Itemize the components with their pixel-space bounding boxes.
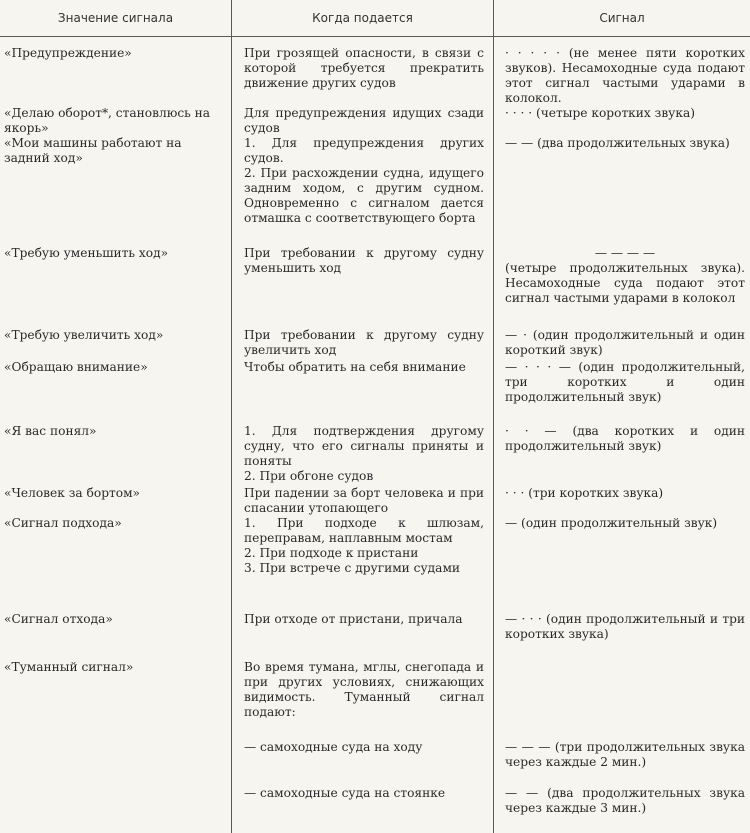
- row-signal: — · (один продолжительный и один короткий звук): [505, 328, 745, 357]
- header-rule: [0, 36, 750, 37]
- row-when: [244, 360, 484, 375]
- row-signal: — — — (три продолжительных звука через каждые 2 мин.): [505, 740, 745, 769]
- header-meaning: Значение сигнала: [57, 11, 174, 25]
- column-divider-1: [231, 0, 232, 833]
- row-when: [244, 328, 484, 358]
- row-signal: · · — (два коротких и один продолжительный звук): [505, 424, 745, 453]
- when-item: 2. При подходе к пристани: [244, 546, 419, 560]
- when-item: 3. При встрече с другими судами: [244, 561, 461, 575]
- row-meaning: «Туманный сигнал»: [4, 660, 134, 674]
- row-signal: — · · · — (один продолжительный, три коротких и один продолжительный звук): [505, 360, 745, 404]
- signal-pattern: — — — —: [594, 246, 656, 260]
- when-item: 1. Для предупреждения других судов.: [244, 136, 484, 165]
- header-when: Когда подается: [312, 11, 413, 25]
- column-divider-2: [493, 0, 494, 833]
- when-item: При отходе от пристани, причала: [244, 612, 463, 626]
- row-signal: · · · · (четыре коротких звука): [505, 106, 695, 120]
- when-item: 2. При обгоне судов: [244, 469, 374, 483]
- when-item: При падении за борт человека и при спасании утопающего: [244, 486, 484, 515]
- row-when: [244, 246, 484, 276]
- row-meaning: «Человек за бортом»: [4, 486, 141, 500]
- when-item: Для предупреждения идущих сзади судов: [244, 106, 484, 135]
- row-meaning: «Мои машины работают на задний ход»: [4, 136, 182, 165]
- header-signal: Сигнал: [599, 11, 645, 25]
- when-item: 1. Для подтверждения другому судну, что его сигналы приняты и поняты: [244, 424, 484, 468]
- when-item: 1. При подходе к шлюзам, переправам, наплавным мостам: [244, 516, 484, 545]
- row-when: [244, 46, 484, 91]
- row-signal: (четыре продолжительных звука). Несамоходные суда подают этот сигнал частыми ударами в колокол: [505, 261, 745, 305]
- row-signal: — (один продолжительный звук): [505, 516, 718, 530]
- row-when: [244, 424, 484, 484]
- row-signal: — — (два продолжительных звука через каждые 3 мин.): [505, 786, 745, 815]
- row-meaning: «Обращаю внимание»: [4, 360, 148, 374]
- row-meaning: «Делаю оборот*, становлюсь на якорь»: [4, 106, 211, 135]
- when-item: Чтобы обратить на себя внимание: [244, 360, 466, 374]
- row-meaning: «Требую увеличить ход»: [4, 328, 164, 342]
- row-when: [244, 106, 484, 136]
- row-signal: · · · (три коротких звука): [505, 486, 664, 500]
- when-item: При грозящей опасности, в связи с которой требуется прекратить движение других судов: [244, 46, 484, 90]
- when-item: — самоходные суда на стоянке: [244, 786, 446, 800]
- row-when: [244, 660, 484, 720]
- row-signal: — · · · (один продолжительный и три коротких звука): [505, 612, 745, 641]
- row-meaning: «Сигнал отхода»: [4, 612, 113, 626]
- row-signal-block: [505, 246, 745, 306]
- row-when: [244, 516, 484, 576]
- row-meaning: «Сигнал подхода»: [4, 516, 122, 530]
- row-signal: · · · · · (не менее пяти коротких звуков). Несамоходные суда подают этот сигнал частыми ударами в колокол.: [505, 46, 745, 105]
- row-when: [244, 740, 484, 755]
- row-when: [244, 486, 484, 516]
- row-when: [244, 136, 484, 226]
- row-meaning: «Предупреждение»: [4, 46, 132, 60]
- row-meaning: «Требую уменьшить ход»: [4, 246, 169, 260]
- row-meaning: «Я вас понял»: [4, 424, 97, 438]
- when-item: — самоходные суда на ходу: [244, 740, 423, 754]
- row-when: [244, 612, 484, 627]
- row-signal: — — (два продолжительных звука): [505, 136, 730, 150]
- when-item: При требовании к другому судну уменьшить ход: [244, 246, 484, 275]
- row-when: [244, 786, 484, 801]
- when-item: 2. При расхождении судна, идущего задним ходом, с другим судном. Одновременно с сигналом дается отмашка с соответствующего борта: [244, 166, 484, 225]
- when-item: При требовании к другому судну увеличить ход: [244, 328, 484, 357]
- when-item: Во время тумана, мглы, снегопада и при других условиях, снижающих видимость. Туманный сигнал подают:: [244, 660, 484, 719]
